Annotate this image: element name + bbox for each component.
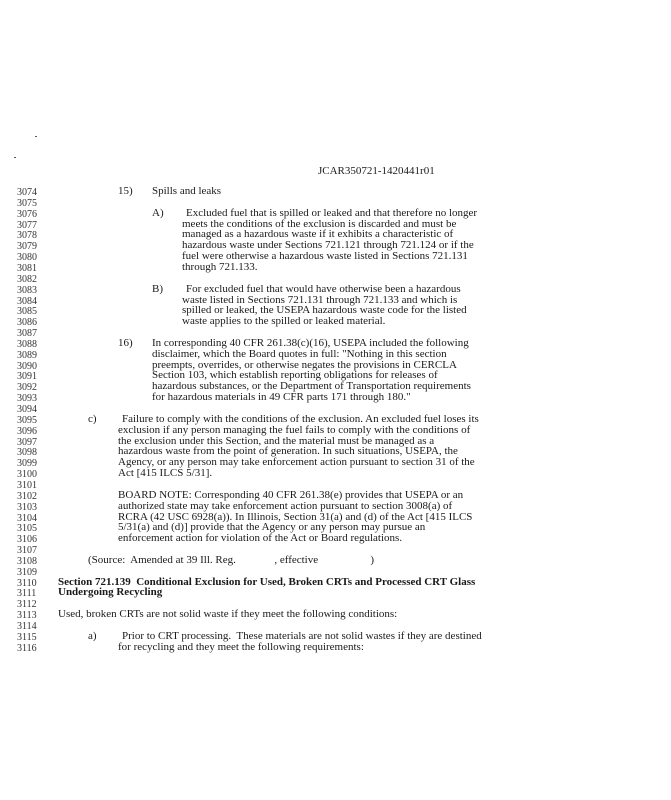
line-number: 3109 xyxy=(17,566,37,578)
document-line: fuel were otherwise a hazardous waste listed in Sections 721.131 xyxy=(182,250,468,263)
line-number: 3115 xyxy=(17,631,37,643)
document-reference: JCAR350721-1420441r01 xyxy=(318,165,435,177)
document-line: disclaimer, which the Board quotes in full: "Nothing in this section xyxy=(152,347,447,360)
document-line: Section 721.139 Conditional Exclusion for Used, Broken CRTs and Processed CRT Glass xyxy=(58,575,476,588)
line-number: 3087 xyxy=(17,328,37,340)
line-number: 3086 xyxy=(17,317,37,329)
line-number: 3116 xyxy=(17,642,37,654)
document-line: (Source: Amended at 39 Ill. Reg. , effective ) xyxy=(88,553,375,566)
document-line: authorized state may take enforcement action pursuant to section 3008(a) of xyxy=(118,499,453,512)
document-line-text: Spills and leaks xyxy=(152,185,222,197)
line-number: 3100 xyxy=(17,469,37,481)
document-line: spilled or leaked, the USEPA hazardous waste code for the listed xyxy=(182,304,467,317)
line-number: 3111 xyxy=(17,588,37,600)
line-number: 3085 xyxy=(17,306,37,318)
document-line: managed as a hazardous waste if it exhibits a characteristic of xyxy=(182,228,454,241)
document-line-text: Excluded fuel that is spilled or leaked and that therefore no longer xyxy=(186,206,478,219)
document-line: meets the conditions of the exclusion is discarded and must be xyxy=(182,217,457,230)
line-number: 3083 xyxy=(17,284,37,296)
line-number: 3074 xyxy=(17,187,37,198)
document-line: for recycling and they meet the following requirements: xyxy=(118,640,364,653)
document-line: the exclusion under this Section, and the material must be managed as a xyxy=(118,434,435,447)
line-number: 3113 xyxy=(17,610,37,622)
line-number: 3078 xyxy=(17,230,37,242)
document-line: A) xyxy=(152,206,164,219)
line-number: 3077 xyxy=(17,219,37,231)
line-number: 3079 xyxy=(17,241,37,253)
line-number: 3095 xyxy=(17,414,37,426)
line-number: 3112 xyxy=(17,599,37,611)
scan-mark-1 xyxy=(35,136,37,137)
line-number: 3092 xyxy=(17,382,37,394)
line-number: 3108 xyxy=(17,555,37,567)
document-line: Act [415 ILCS 5/31]. xyxy=(118,467,213,480)
document-line: for hazardous materials in 49 CFR parts 171 through 180." xyxy=(152,391,411,404)
line-number: 3102 xyxy=(17,490,37,502)
line-number: 3088 xyxy=(17,338,37,350)
line-number: 3097 xyxy=(17,436,37,448)
line-number: 3103 xyxy=(17,501,37,513)
line-number: 3089 xyxy=(17,349,37,361)
document-line: enforcement action for violation of the Act or Board regulations. xyxy=(118,532,403,545)
document-line: through 721.133. xyxy=(182,260,258,273)
line-number: 3094 xyxy=(17,404,37,415)
line-number: 3090 xyxy=(17,360,37,372)
document-line: hazardous waste under Sections 721.121 through 721.124 or if the xyxy=(182,239,474,252)
line-number: 3101 xyxy=(17,479,37,491)
document-line-text: For excluded fuel that would have otherwise been a hazardous xyxy=(186,282,461,295)
document-line: B) xyxy=(152,282,163,295)
line-number: 3107 xyxy=(17,545,37,557)
document-line-text: Prior to CRT processing. These materials are not solid wastes if they are destined xyxy=(122,629,482,642)
line-number: 3091 xyxy=(17,371,37,383)
scan-mark-2 xyxy=(14,157,16,158)
document-line: hazardous substances, or the Department of Transportation requirements xyxy=(152,380,471,393)
line-number: 3096 xyxy=(17,425,37,437)
document-line: BOARD NOTE: Corresponding 40 CFR 261.38(e) provides that USEPA or an xyxy=(118,488,464,501)
line-number: 3076 xyxy=(17,208,37,220)
line-number: 3099 xyxy=(17,458,37,470)
document-line: Undergoing Recycling xyxy=(58,586,163,599)
document-line: hazardous waste from the point of generation. In such situations, USEPA, the xyxy=(118,445,458,458)
document-line: exclusion if any person managing the fuel fails to comply with the conditions of xyxy=(118,423,471,436)
document-line: RCRA (42 USC 6928(a)). In Illinois, Section 31(a) and (d) of the Act [415 ILCS xyxy=(118,510,473,523)
line-number: 3110 xyxy=(17,577,37,589)
document-line: Used, broken CRTs are not solid waste if they meet the following conditions: xyxy=(58,608,398,621)
line-number: 3093 xyxy=(17,393,37,405)
line-number: 3106 xyxy=(17,534,37,546)
document-line: a) xyxy=(88,629,97,642)
line-number: 3084 xyxy=(17,295,37,307)
document-line: waste applies to the spilled or leaked material. xyxy=(182,315,386,328)
document-line: Section 103, which establish reporting obligations for releases of xyxy=(152,369,438,382)
line-number: 3075 xyxy=(17,197,37,209)
line-number: 3114 xyxy=(17,621,37,632)
line-number: 3105 xyxy=(17,523,37,535)
line-number: 3104 xyxy=(17,512,37,524)
document-line-text: In corresponding 40 CFR 261.38(c)(16), USEPA included the following xyxy=(152,336,469,349)
line-number: 3098 xyxy=(17,447,37,459)
line-number: 3082 xyxy=(17,273,37,285)
document-line: preempts, overrides, or otherwise negates the provisions in CERCLA xyxy=(152,358,457,371)
document-line: c) xyxy=(88,412,97,425)
line-number: 3081 xyxy=(17,262,37,274)
document-line: 5/31(a) and (d)] provide that the Agency or any person may pursue an xyxy=(118,521,426,534)
document-line: 15) xyxy=(118,185,133,197)
document-line-text: Failure to comply with the conditions of the exclusion. An excluded fuel loses its xyxy=(122,412,479,425)
document-line: 16) xyxy=(118,336,133,349)
line-number: 3080 xyxy=(17,252,37,264)
document-line: Agency, or any person may take enforcement action pursuant to section 31 of the xyxy=(118,456,475,469)
document-line: waste listed in Sections 721.131 through 721.133 and which is xyxy=(182,293,458,306)
